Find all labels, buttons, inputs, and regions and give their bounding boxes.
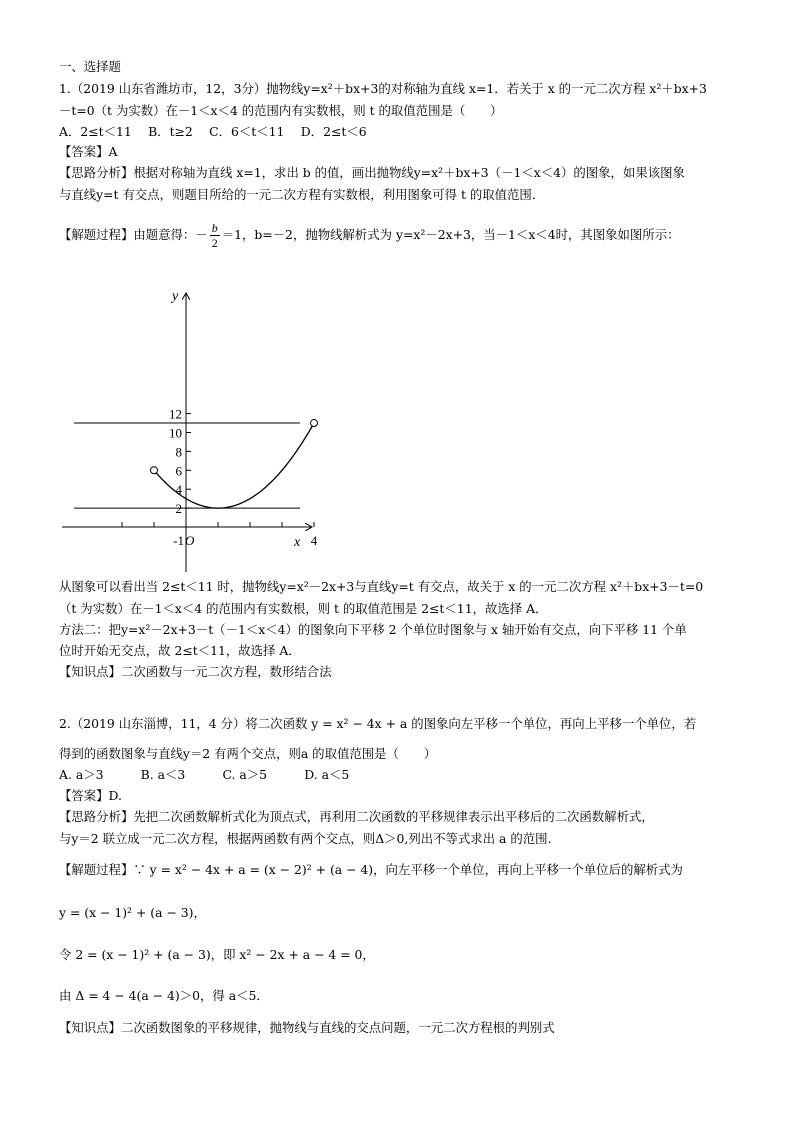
q2-answer: 【答案】D. xyxy=(59,788,122,803)
q1-options: A．2≤t＜11 B．t≥2 C．6＜t＜11 D．2≤t＜6 xyxy=(59,124,367,139)
y-tick-label-6: 6 xyxy=(175,463,182,479)
section-title: 一、选择题 xyxy=(59,59,121,74)
q1-process: 【解题过程】由题意得：－ $\frac{b}{2}$ ＝1，b=－2，抛物线解析式为 y=x²－2x+3，当－1＜x＜4时，其图象如图所示： xyxy=(59,221,680,250)
q1-after-line2: （t 为实数）在－1＜x＜4 的范围内有实数根，则 t 的取值范围是 2≤t＜11，故选择 A． xyxy=(59,601,548,616)
open-endpoint-2 xyxy=(311,420,318,427)
q1-analysis-line2: 与直线y=t 有交点，则题目所给的一元二次方程有实数根，利用图象可得 t 的取值范围． xyxy=(59,187,545,202)
q2-stem-line2: 得到的函数图象与直线y＝2 有两个交点，则a 的取值范围是（ ） xyxy=(59,746,437,761)
q2-options: A. a＞3 B. a＜3 C. a＞5 D. a＜5 xyxy=(59,767,350,782)
open-endpoint-1 xyxy=(151,467,158,474)
q1-stem-line1: 1.（2019 山东省潍坊市，12，3分）抛物线y=x²＋bx+3的对称轴为直线 x=1．若关于 x 的一元二次方程 x²＋bx+3 xyxy=(59,81,707,96)
q1-knowledge: 【知识点】二次函数与一元二次方程，数形结合法 xyxy=(59,664,332,679)
q1-analysis-line1: 【思路分析】根据对称轴为直线 x=1，求出 b 的值，画出抛物线y=x²＋bx+3（－1＜x＜4）的图象，如果该图象 xyxy=(59,165,685,180)
x-tick-label-4: 4 xyxy=(310,533,318,548)
q2-knowledge: 【知识点】二次函数图象的平移规律，抛物线与直线的交点问题，一元二次方程根的判别式 xyxy=(59,1020,555,1035)
q1-after-line1: 从图象可以看出当 2≤t＜11 时，抛物线y=x²－2x+3与直线y=t 有交点，故关于 x 的一元二次方程 x²＋bx+3－t=0 xyxy=(59,579,704,594)
q2-analysis-line2: 与y＝2 联立成一元二次方程，根据两函数有两个交点，则Δ＞0,列出不等式求出 a 的范围. xyxy=(59,831,552,846)
q2-process-line2: y = (x − 1)² + (a − 3)， xyxy=(59,905,206,920)
q1-method2-line1: 方法二：把y=x²－2x+3－t（－1＜x＜4）的图象向下平移 2 个单位时图象与 x 轴开始有交点，向下平移 11 个单 xyxy=(59,622,687,637)
q2-process-line3: 令 2 = (x − 1)² + (a − 3)，即 x² − 2x + a − 4 = 0， xyxy=(59,947,375,962)
q1-stem-line2: －t=0（t 为实数）在－1＜x＜4 的范围内有实数根，则 t 的取值范围是（ ） xyxy=(59,103,503,118)
q2-analysis-line1: 【思路分析】先把二次函数解析式化为顶点式，再利用二次函数的平移规律表示出平移后的二次函数解析式， xyxy=(59,809,654,824)
y-tick-label-2: 2 xyxy=(175,501,182,517)
q1-answer: 【答案】A xyxy=(59,144,118,159)
y-axis-label: y xyxy=(172,289,179,304)
y-tick-label-4: 4 xyxy=(175,482,182,498)
origin-label: O xyxy=(185,533,195,548)
parabola-graph xyxy=(56,288,356,578)
q2-process-line1: 【解题过程】∵ y = x² − 4x + a = (x − 2)² + (a − 4)，向左平移一个单位，再向上平移一个单位后的解析式为 xyxy=(59,862,683,877)
x-tick-label-neg1: -1 xyxy=(173,533,184,548)
fraction: $\frac{b}{2}$ xyxy=(211,221,218,250)
y-tick-label-8: 8 xyxy=(175,444,182,460)
q2-process-line4: 由 Δ = 4 − 4(a − 4)＞0，得 a＜5． xyxy=(59,988,269,1003)
q2-stem-line1: 2.（2019 山东淄博，11，4 分）将二次函数 y = x² − 4x + a 的图象向左平移一个单位，再向上平移一个单位，若 xyxy=(59,716,697,731)
y-tick-label-10: 10 xyxy=(169,425,182,441)
x-axis-label: x xyxy=(294,535,301,550)
y-tick-label-12: 12 xyxy=(169,406,182,422)
q1-method2-line2: 位时开始无交点，故 2≤t＜11，故选择 A． xyxy=(59,643,301,658)
